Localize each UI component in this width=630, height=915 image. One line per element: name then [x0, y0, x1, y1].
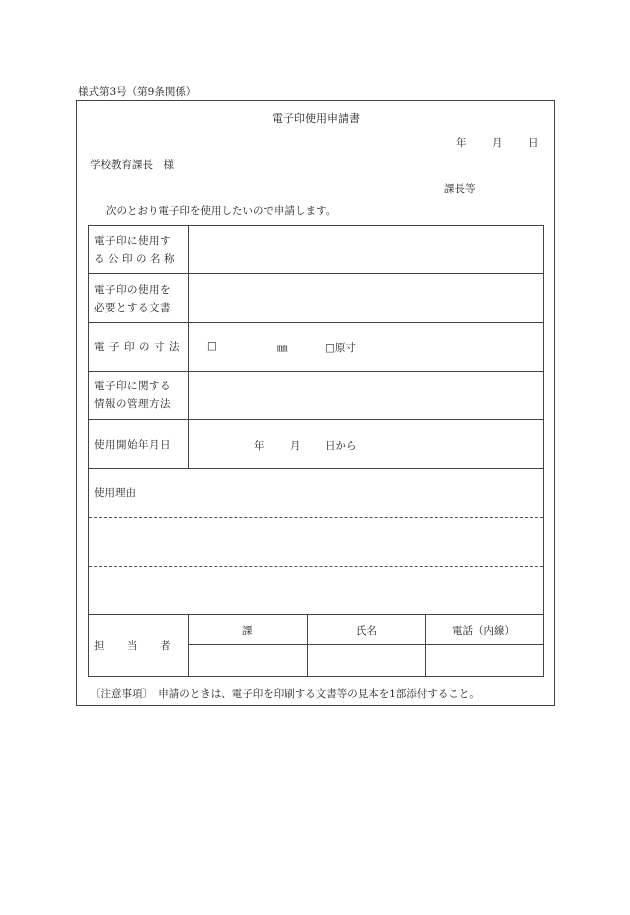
contact-column-divider — [307, 614, 308, 677]
label-column-divider — [188, 614, 189, 677]
date-month: 月 — [492, 137, 503, 149]
form-title: 電子印使用申請書 — [272, 112, 360, 125]
row-divider — [88, 322, 544, 323]
note-text: 〔注意事項〕 申請のときは、電子印を印刷する文書等の見本を1部添付すること。 — [90, 688, 480, 700]
original-size-checkbox[interactable]: □原寸 — [325, 342, 356, 354]
document-label — [94, 281, 171, 317]
start-day: 日から — [325, 440, 357, 452]
start-month: 月 — [290, 440, 301, 452]
reason-dashed-line — [89, 566, 543, 567]
management-label — [94, 377, 171, 413]
document-label-line2: 必要とする文書 — [94, 302, 171, 314]
document-label-line1: 電子印の使用を — [94, 284, 171, 296]
dimensions-checkbox[interactable]: □ — [207, 340, 217, 352]
reason-dashed-line — [89, 517, 543, 518]
dimensions-label: 電子印の寸法 — [94, 341, 184, 353]
date-year: 年 — [456, 137, 467, 149]
col-phone-header: 電話（内線） — [452, 625, 515, 637]
applicant-title: 課長等 — [444, 183, 476, 195]
col-name-header: 氏名 — [356, 625, 377, 637]
row-divider — [88, 614, 544, 615]
management-label-line2: 情報の管理方法 — [94, 398, 171, 410]
seal-name-label-line1: 電子印に使用す — [94, 235, 171, 247]
date-day: 日 — [528, 137, 539, 149]
intro-text: 次のとおり電子印を使用したいので申請します。 — [106, 205, 337, 217]
start-date-label: 使用開始年月日 — [94, 439, 171, 451]
row-divider — [188, 644, 544, 645]
row-divider — [88, 419, 544, 420]
row-divider — [88, 468, 544, 469]
seal-name-label — [94, 232, 178, 268]
dimensions-unit: ㎜ — [277, 342, 288, 354]
contact-label: 担 当 者 — [94, 640, 177, 652]
contact-column-divider — [425, 614, 426, 677]
reason-label: 使用理由 — [94, 487, 136, 499]
label-column-divider — [188, 225, 189, 468]
management-label-line1: 電子印に関する — [94, 380, 171, 392]
addressee: 学校教育課長 様 — [90, 159, 174, 171]
start-year: 年 — [254, 440, 265, 452]
seal-name-label-line2: る公印の名称 — [94, 253, 178, 265]
row-divider — [88, 273, 544, 274]
form-number: 様式第3号（第9条関係） — [78, 86, 197, 98]
col-section-header: 課 — [242, 625, 253, 637]
row-divider — [88, 371, 544, 372]
